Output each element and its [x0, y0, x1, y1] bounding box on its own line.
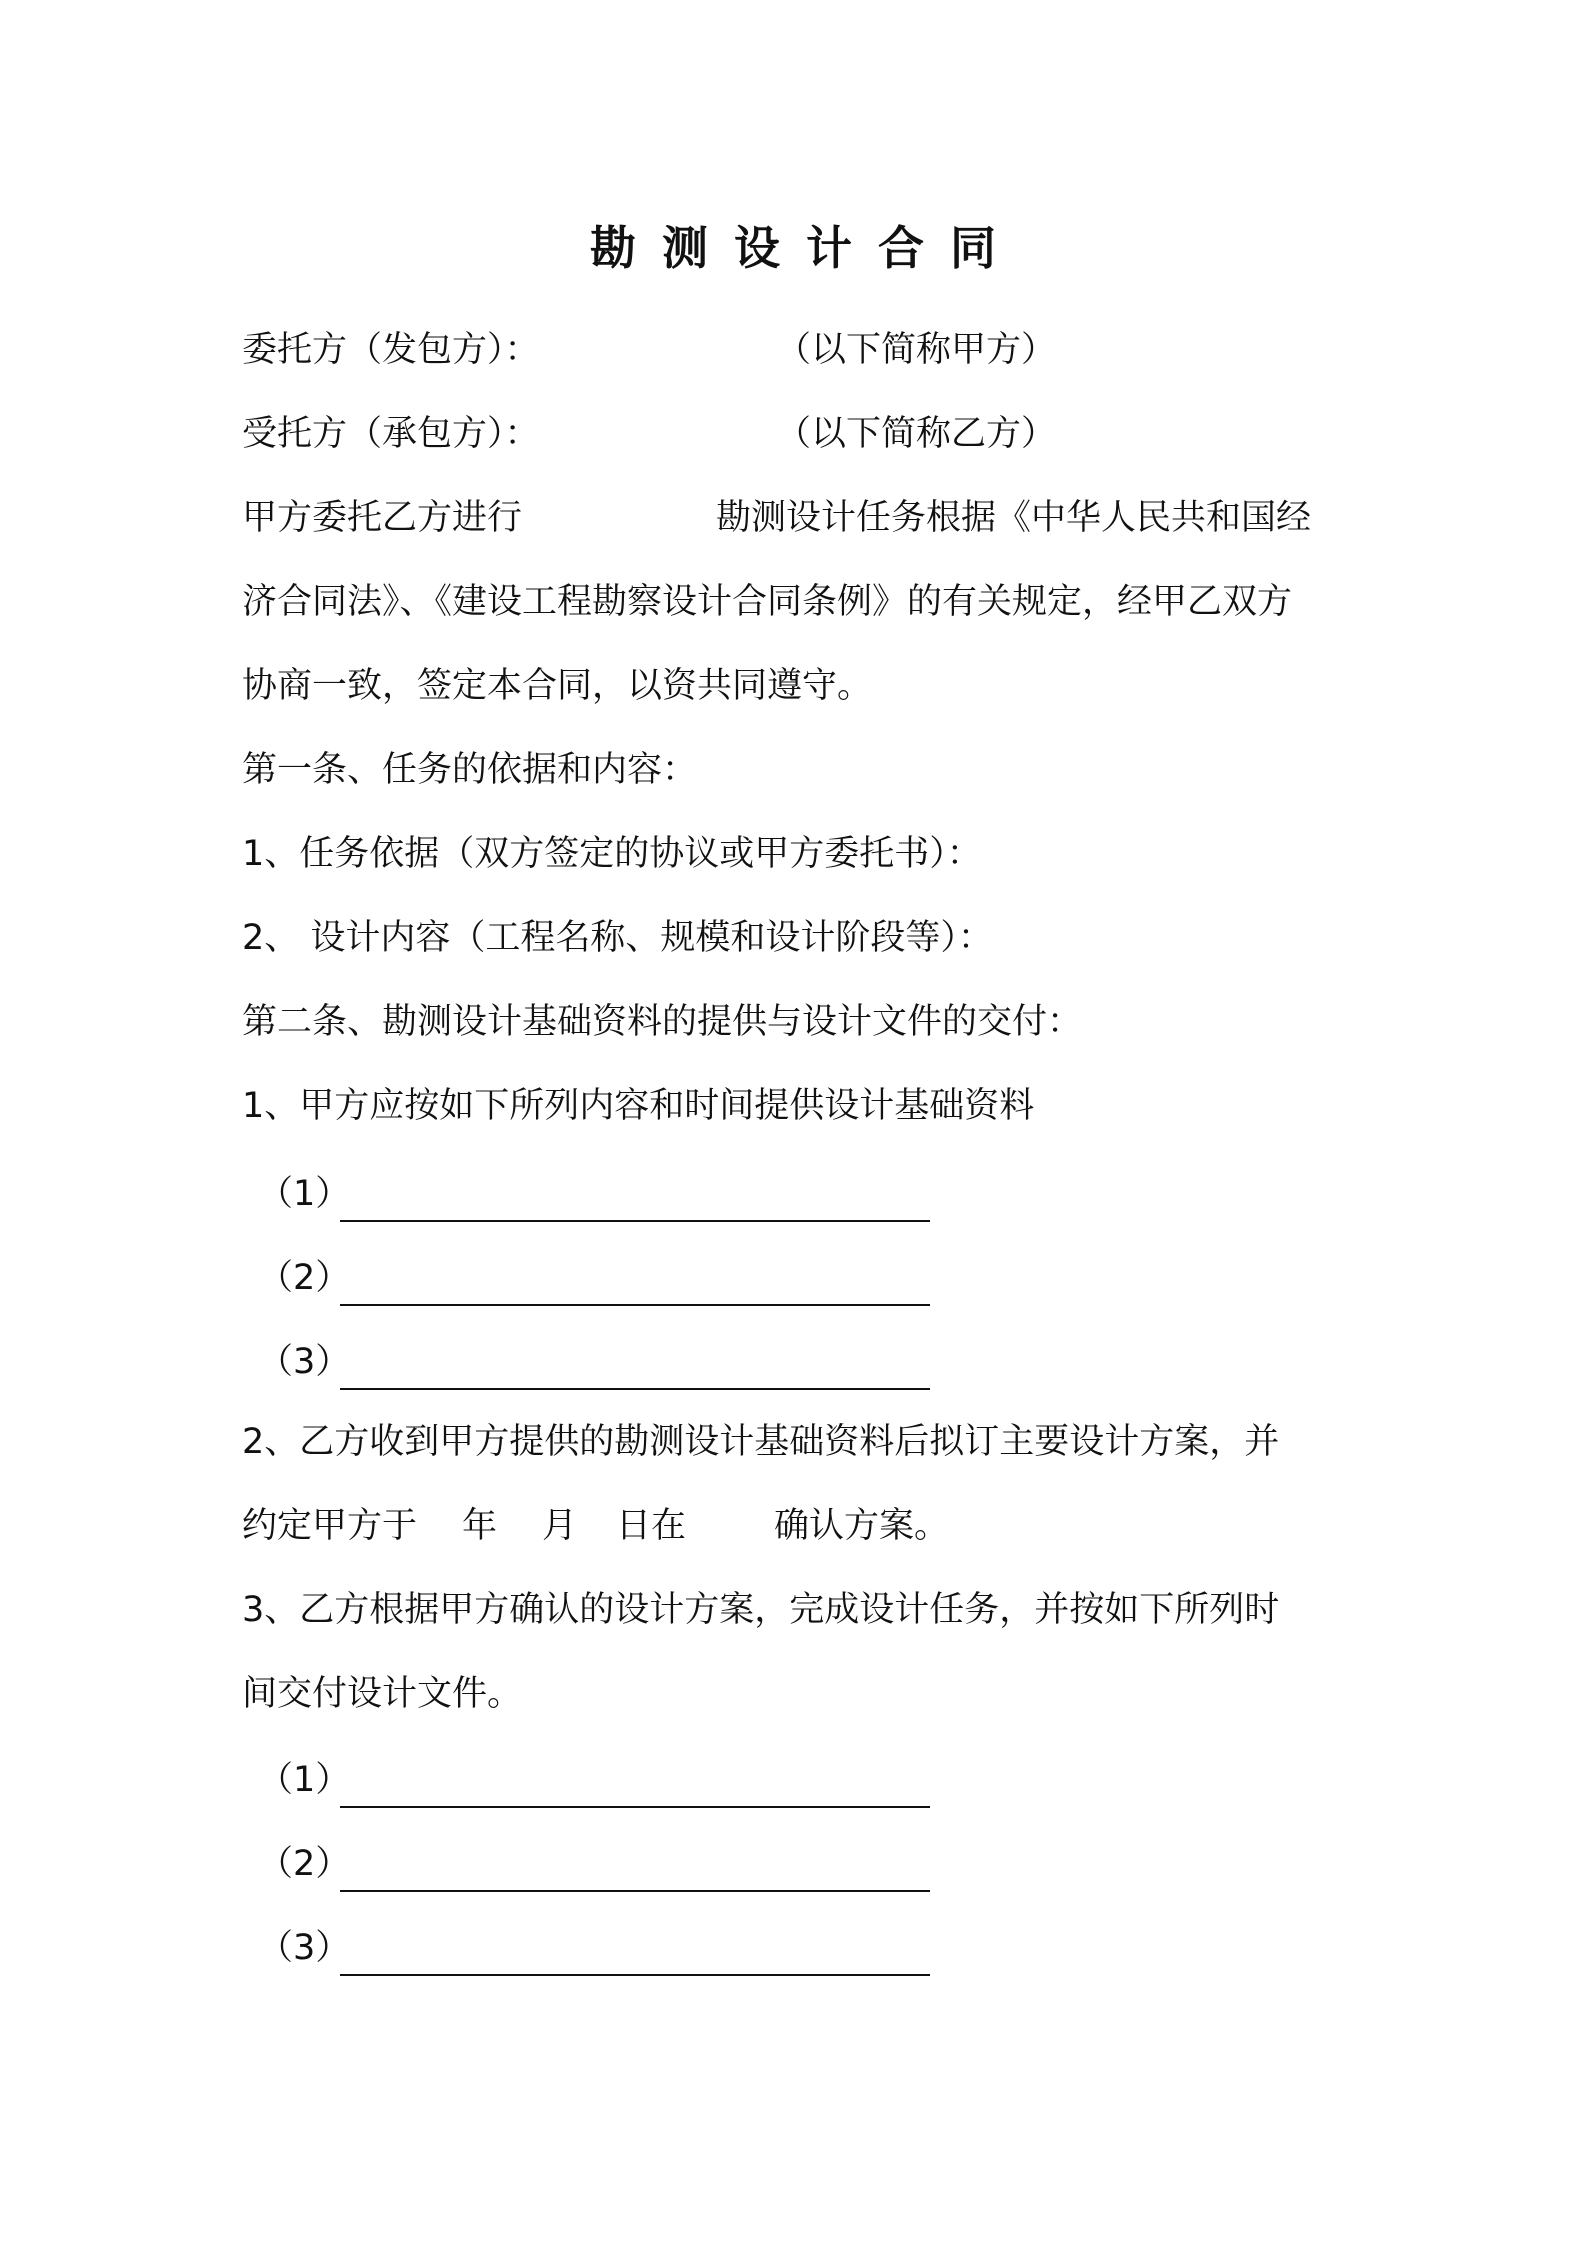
party-b-label: 受托方（承包方）： — [242, 414, 540, 454]
intro-line-1-end: 勘测设计任务根据《中华人民共和国经 — [716, 498, 1312, 538]
year-label: 年 — [462, 1506, 498, 1546]
party-a-label: 委托方（发包方）： — [242, 330, 540, 370]
fill-in-line[interactable] — [340, 1890, 930, 1892]
blank-label: （2） — [258, 1258, 351, 1298]
intro-line-2: 济合同法》、《建设工程勘察设计合同条例》的有关规定，经甲乙双方 — [242, 582, 1293, 622]
blank-label: （2） — [258, 1844, 351, 1884]
party-b-note: （以下简称乙方） — [776, 414, 1057, 454]
blank-label: （3） — [258, 1342, 351, 1382]
intro-line-1-start: 甲方委托乙方进行 — [242, 498, 523, 538]
article-2-item-3-line-1: 3、乙方根据甲方确认的设计方案，完成设计任务，并按如下所列时 — [242, 1590, 1280, 1630]
confirm-plan-text: 确认方案。 — [774, 1506, 950, 1546]
article-2-item-1: 1、甲方应按如下所列内容和时间提供设计基础资料 — [242, 1086, 1035, 1126]
party-a-line — [242, 328, 540, 372]
blank-label: （1） — [258, 1174, 351, 1214]
intro-line-3: 协商一致，签定本合同，以资共同遵守。 — [242, 666, 873, 706]
article-1-item-2: 2、 设计内容（工程名称、规模和设计阶段等）： — [242, 918, 993, 958]
party-a-note: （以下简称甲方） — [776, 330, 1057, 370]
fill-in-line[interactable] — [340, 1388, 930, 1390]
article-2-item-2-line-2-start: 约定甲方于 — [242, 1506, 418, 1546]
party-b-line — [242, 412, 540, 456]
article-1-item-1: 1、任务依据（双方签定的协议或甲方委托书）： — [242, 834, 982, 874]
blank-label: （1） — [258, 1760, 351, 1800]
article-1-heading: 第一条、任务的依据和内容： — [242, 750, 698, 790]
article-2-heading: 第二条、勘测设计基础资料的提供与设计文件的交付： — [242, 1002, 1083, 1042]
month-label: 月 — [542, 1506, 578, 1546]
fill-in-line[interactable] — [340, 1806, 930, 1808]
article-2-item-2-line-1: 2、乙方收到甲方提供的勘测设计基础资料后拟订主要设计方案，并 — [242, 1422, 1280, 1462]
fill-in-line[interactable] — [340, 1304, 930, 1306]
blank-label: （3） — [258, 1928, 351, 1968]
article-2-item-3-line-2: 间交付设计文件。 — [242, 1674, 523, 1714]
fill-in-line[interactable] — [340, 1220, 930, 1222]
document-title: 勘测设计合同 — [590, 221, 1022, 275]
fill-in-line[interactable] — [340, 1974, 930, 1976]
day-at-label: 日在 — [616, 1506, 687, 1546]
